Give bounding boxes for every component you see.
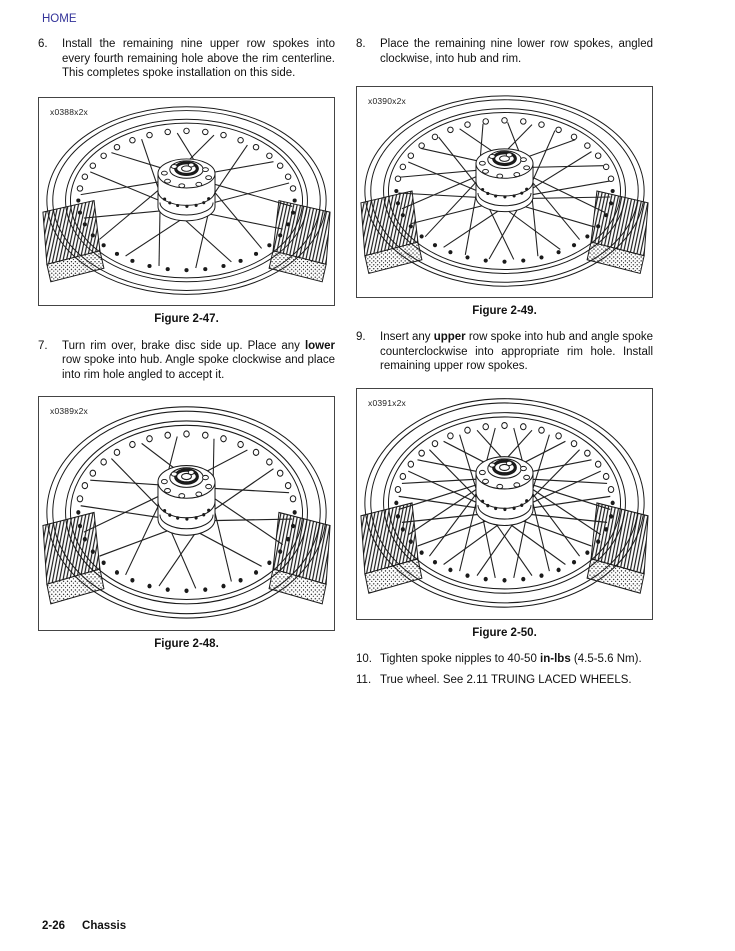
footer-page-number: 2-26 bbox=[42, 920, 66, 932]
step-text: True wheel. See 2.11 TRUING LACED WHEELS. bbox=[380, 673, 632, 686]
step-7 bbox=[38, 339, 335, 383]
step-number: 7. bbox=[38, 339, 48, 352]
figure-caption: Figure 2-47. bbox=[154, 312, 219, 325]
step-text: Install the remaining nine upper row spokes into every fourth remaining hole above the rim centerline. This completes spoke installation on this side. bbox=[62, 38, 335, 80]
figure-2-47 bbox=[38, 97, 335, 306]
figure-caption: Figure 2-50. bbox=[472, 626, 537, 639]
step-9 bbox=[356, 330, 653, 374]
step-8 bbox=[356, 37, 653, 66]
right-column bbox=[356, 37, 653, 687]
page-footer bbox=[42, 920, 126, 932]
step-text: Turn rim over, brake disc side up. Place any lower row spoke into hub. Angle spoke clockwise and place into rim hole angled to accept it. bbox=[62, 339, 335, 381]
footer-section-title: Chassis bbox=[82, 920, 127, 932]
laced-wheel-illustration bbox=[357, 389, 652, 619]
figure-2-48 bbox=[38, 396, 335, 631]
left-column bbox=[38, 37, 335, 650]
figure-2-50 bbox=[356, 388, 653, 620]
step-text: Insert any upper row spoke into hub and angle spoke counterclockwise into appropriate rim hole. Install remaining upper row spokes. bbox=[380, 331, 653, 373]
laced-wheel-illustration bbox=[39, 397, 334, 630]
figure-caption: Figure 2-48. bbox=[154, 637, 219, 650]
figure-part-number: x0388x2x bbox=[50, 106, 88, 117]
figure-part-number: x0391x2x bbox=[368, 397, 406, 408]
figure-2-49 bbox=[356, 86, 653, 298]
step-number: 11. bbox=[356, 673, 372, 686]
step-text: Tighten spoke nipples to 40-50 in-lbs (4.5-5.6 Nm). bbox=[380, 652, 642, 665]
laced-wheel-illustration bbox=[39, 98, 334, 305]
step-number: 8. bbox=[356, 38, 366, 50]
figure-part-number: x0389x2x bbox=[50, 405, 88, 416]
step-10 bbox=[356, 652, 653, 667]
step-11 bbox=[356, 673, 653, 688]
step-6 bbox=[38, 37, 335, 81]
figure-caption: Figure 2-49. bbox=[472, 305, 537, 318]
step-number: 6. bbox=[38, 38, 48, 50]
step-number: 10. bbox=[356, 652, 372, 665]
laced-wheel-illustration bbox=[357, 87, 652, 297]
home-link[interactable]: HOME bbox=[42, 13, 77, 25]
step-text: Place the remaining nine lower row spokes, angled clockwise, into hub and rim. bbox=[380, 38, 653, 65]
step-number: 9. bbox=[356, 331, 366, 344]
figure-part-number: x0390x2x bbox=[368, 96, 406, 107]
